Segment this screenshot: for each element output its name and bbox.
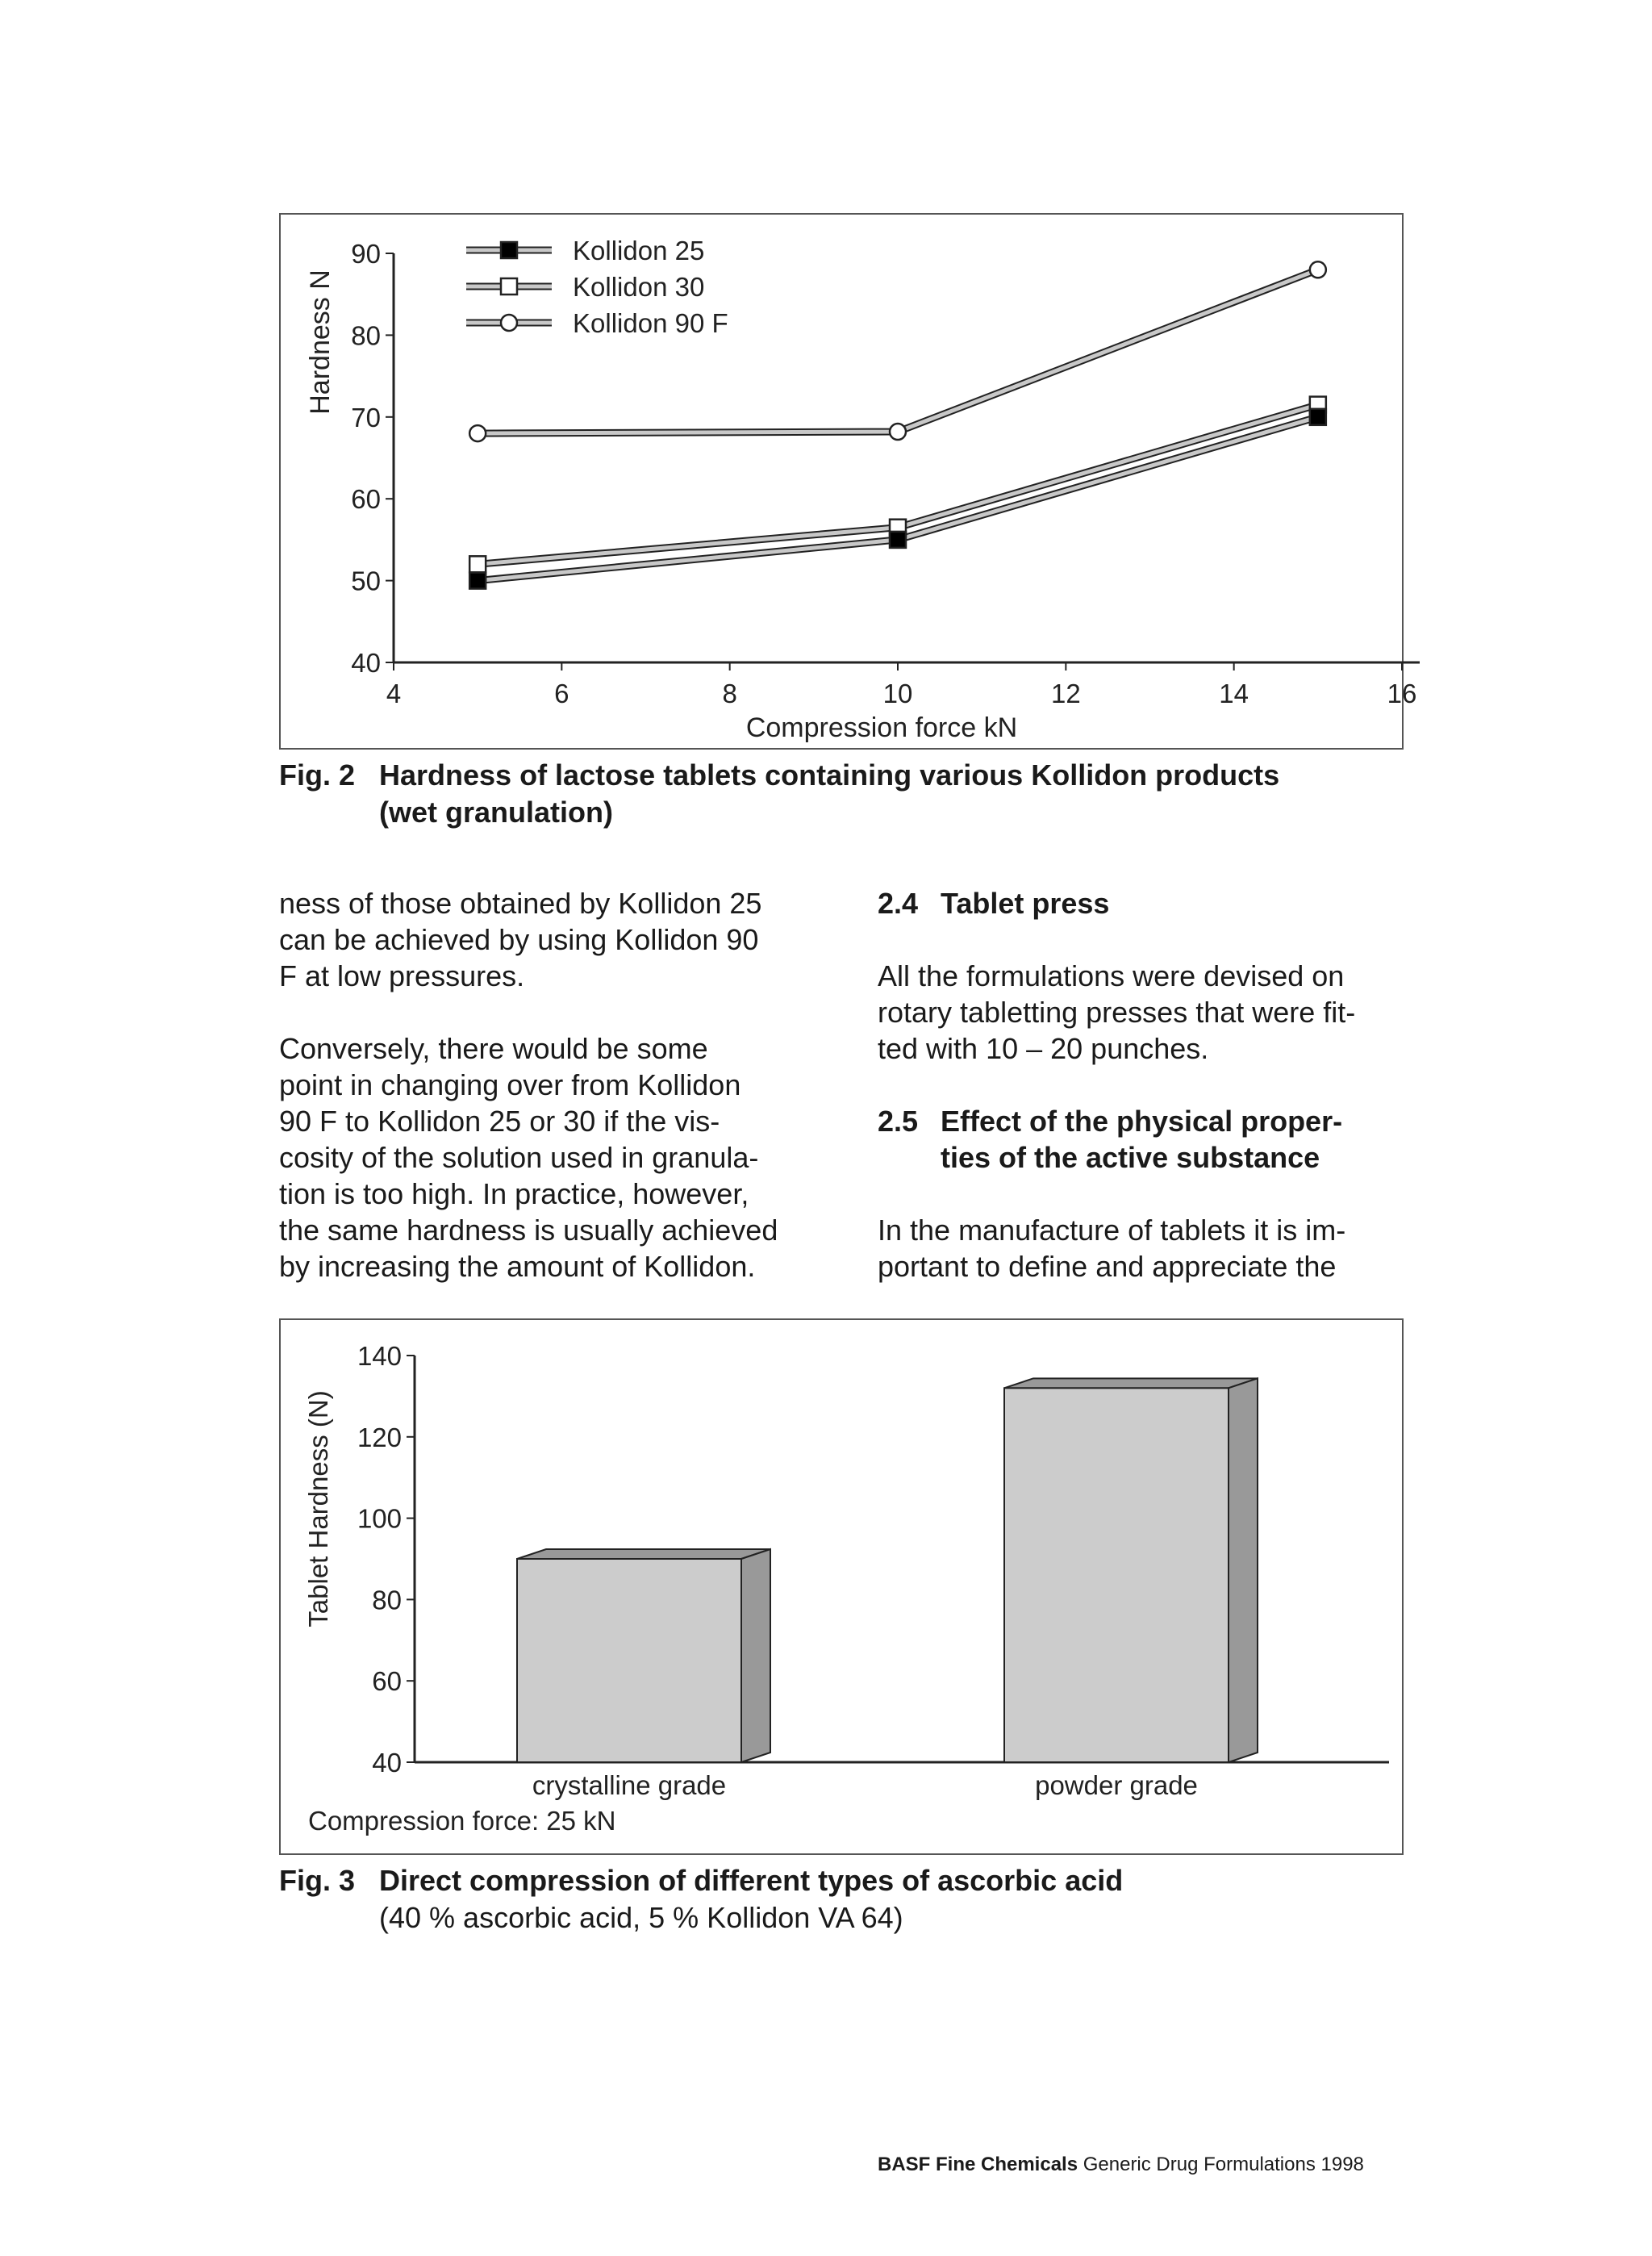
y-tick-label: 140: [357, 1341, 402, 1371]
y-tick-label: 60: [372, 1666, 402, 1697]
y-tick-label: 70: [351, 402, 381, 432]
x-tick-label: 12: [1050, 679, 1081, 708]
bar-side: [741, 1549, 770, 1762]
footer-brand: BASF Fine Chemicals: [878, 2154, 1078, 2175]
x-tick-label: 4: [386, 679, 402, 708]
text-line: cosity of the solution used in granula-: [279, 1141, 759, 1174]
left-paragraph-2: [279, 1030, 860, 1285]
bar: [1004, 1378, 1258, 1762]
legend-label: Kollidon 90 F: [573, 308, 728, 338]
legend-marker: [501, 278, 517, 295]
text-line: point in changing over from Kollidon: [279, 1068, 741, 1101]
figure-3-caption-line-1: Direct compression of different types of ascorbic acid: [379, 1864, 1124, 1897]
legend-item: [466, 308, 728, 338]
bar-face: [1004, 1388, 1229, 1762]
figure-3-frame: [279, 1318, 1404, 1855]
x-tick-label: 16: [1387, 679, 1417, 708]
data-point: [1310, 261, 1326, 278]
y-tick-label: 40: [372, 1748, 402, 1778]
figure-3-bar-chart: [281, 1320, 1405, 1857]
right-paragraph-2: [878, 1212, 1410, 1285]
text-line: All the formulations were devised on: [878, 959, 1345, 992]
footer-text: Generic Drug Formulations 1998: [1078, 2154, 1364, 2175]
legend-label: Kollidon 25: [573, 236, 705, 265]
left-paragraph-1: [279, 885, 860, 994]
bar-face: [517, 1559, 741, 1762]
data-point: [469, 425, 486, 441]
legend-marker: [501, 242, 517, 258]
data-point: [890, 424, 906, 440]
section-title-line-1: Effect of the physical proper-: [941, 1105, 1343, 1138]
figure-2-line-chart: [281, 215, 1417, 751]
text-line: Conversely, there would be some: [279, 1032, 708, 1065]
figure-3-label: Fig. 3: [279, 1864, 356, 1897]
text-line: ness of those obtained by Kollidon 25: [279, 887, 762, 920]
section-title: Tablet press: [941, 887, 1110, 920]
data-point: [890, 532, 906, 548]
text-line: by increasing the amount of Kollidon.: [279, 1250, 756, 1283]
category-label: powder grade: [1035, 1770, 1198, 1800]
legend-item: [466, 272, 704, 302]
figure-2-frame: [279, 213, 1417, 750]
text-line: 90 F to Kollidon 25 or 30 if the vis-: [279, 1105, 720, 1138]
x-tick-label: 14: [1219, 679, 1249, 708]
y-tick-label: 120: [357, 1422, 402, 1452]
text-line: can be achieved by using Kollidon 90: [279, 923, 759, 956]
legend-marker: [501, 315, 517, 331]
x-tick-label: 10: [882, 679, 913, 708]
text-line: F at low pressures.: [279, 959, 525, 992]
right-paragraph-1: [878, 958, 1410, 1067]
bar-top: [1004, 1378, 1258, 1388]
bar-side: [1229, 1378, 1258, 1762]
legend-item: [466, 236, 704, 265]
page-footer: [878, 2154, 1364, 2176]
figure-2-caption-line-2: (wet granulation): [379, 796, 613, 829]
text-line: In the manufacture of tablets it is im-: [878, 1214, 1346, 1247]
section-heading-2-4: [878, 885, 1110, 921]
x-tick-label: 6: [554, 679, 569, 708]
y-axis-label: Hardness N: [305, 269, 336, 415]
text-line: tion is too high. In practice, however,: [279, 1177, 749, 1210]
figure-2-caption: [279, 757, 1408, 831]
figure-3-caption: [279, 1862, 1408, 1936]
left-column: [279, 885, 860, 1321]
y-tick-label: 40: [351, 648, 381, 678]
text-line: the same hardness is usually achieved: [279, 1214, 778, 1247]
y-tick-label: 60: [351, 484, 381, 515]
y-tick-label: 100: [357, 1503, 402, 1534]
text-line: ted with 10 – 20 punches.: [878, 1032, 1209, 1065]
data-point: [469, 573, 486, 589]
legend-label: Kollidon 30: [573, 272, 705, 302]
figure-3-caption-line-2: (40 % ascorbic acid, 5 % Kollidon VA 64): [379, 1901, 903, 1934]
y-tick-label: 80: [372, 1585, 402, 1615]
section-heading-2-5: [878, 1103, 1343, 1176]
section-number: 2.4: [878, 887, 919, 920]
x-tick-label: 8: [722, 679, 737, 708]
y-tick-label: 80: [351, 320, 381, 351]
x-axis-label: Compression force kN: [745, 712, 1018, 743]
section-number: 2.5: [878, 1105, 919, 1138]
bar-top: [517, 1549, 770, 1559]
section-title-line-2: ties of the active substance: [941, 1141, 1320, 1174]
bar: [517, 1549, 770, 1762]
chart-annotation: Compression force: 25 kN: [308, 1806, 616, 1836]
figure-2-label: Fig. 2: [279, 758, 356, 792]
y-axis-label: Tablet Hardness (N): [303, 1390, 333, 1627]
y-tick-label: 50: [351, 566, 381, 596]
text-line: portant to define and appreciate the: [878, 1250, 1337, 1283]
text-line: rotary tabletting presses that were fit-: [878, 996, 1356, 1029]
data-point: [1310, 409, 1326, 425]
category-label: crystalline grade: [532, 1770, 727, 1800]
figure-2-caption-line-1: Hardness of lactose tablets containing various Kollidon products: [379, 758, 1280, 792]
y-tick-label: 90: [351, 239, 381, 269]
data-point: [469, 556, 486, 572]
